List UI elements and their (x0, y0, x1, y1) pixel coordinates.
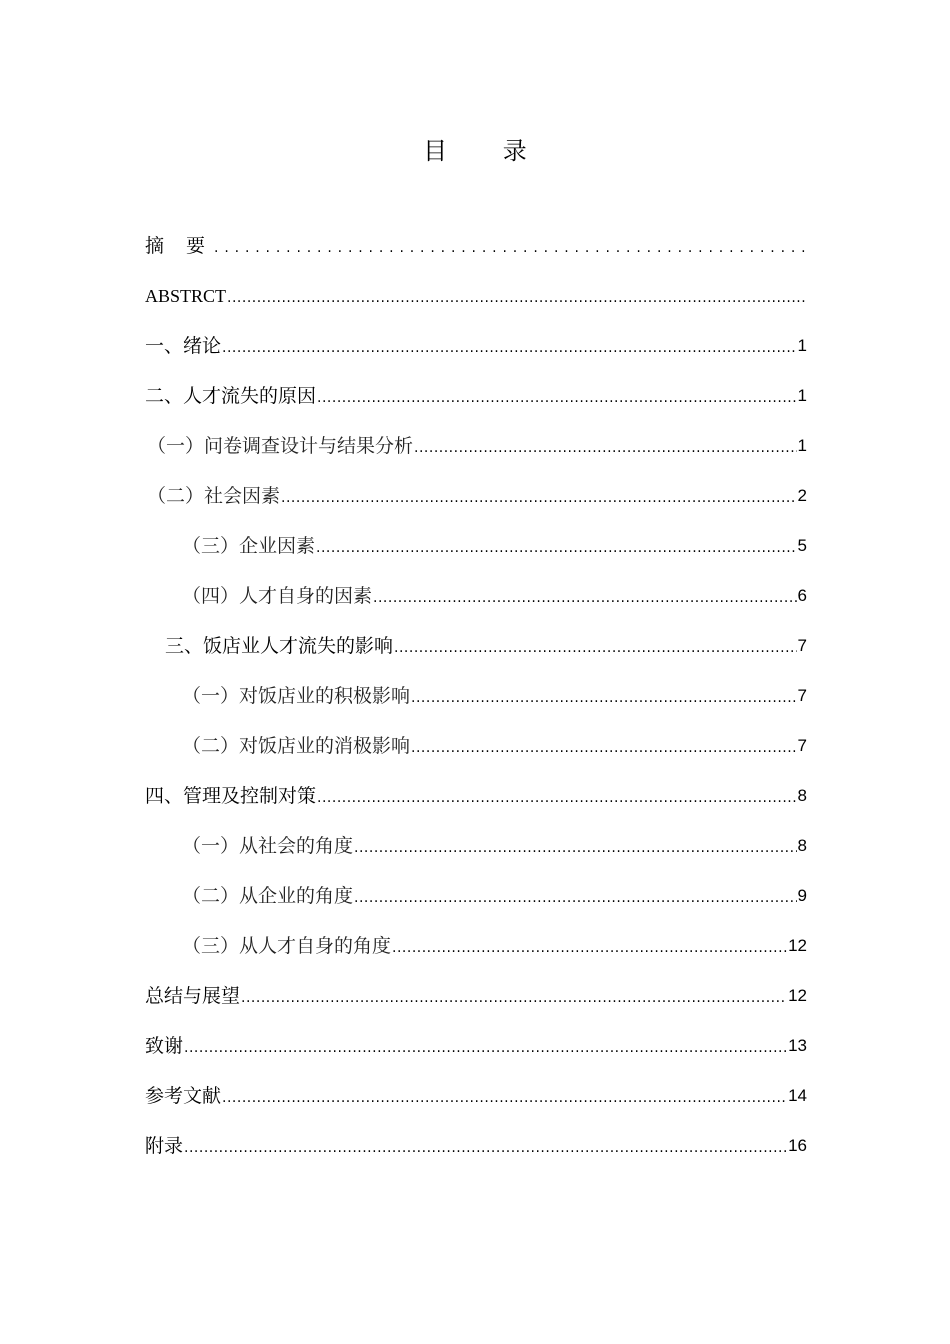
toc-leader-dots (414, 431, 797, 461)
toc-entry-page: 6 (797, 586, 807, 605)
toc-entry-label: 二、人才流失的原因 (145, 385, 317, 407)
toc-entry-label: 三、饭店业人才流失的影响 (165, 635, 394, 657)
toc-entry-label: （二）对饭店业的消极影响 (182, 735, 411, 757)
toc-leader-dots (317, 781, 797, 811)
toc-entry-4-2[interactable] (182, 881, 807, 911)
toc-leader-dots (184, 1031, 787, 1061)
toc-entry-2-4[interactable] (182, 581, 807, 611)
toc-leader-dots (411, 681, 797, 711)
toc-entry-2-3[interactable] (182, 531, 807, 561)
toc-entry-label: （四）人才自身的因素 (182, 585, 373, 607)
toc-leader-dots (316, 531, 797, 561)
toc-entry-page: 7 (797, 636, 807, 655)
toc-entry-label: ABSTRCT (145, 286, 227, 306)
toc-entry-label: 附录 (145, 1135, 184, 1157)
toc-leader-dots (227, 281, 806, 311)
toc-leader-dots (392, 931, 787, 961)
toc-entry-page: 13 (788, 1036, 807, 1055)
toc-entry-page: 8 (797, 786, 807, 805)
toc-entry-acknowledgements[interactable] (145, 1031, 807, 1061)
toc-leader-dots (222, 1081, 787, 1111)
toc-entry-chapter-2[interactable] (145, 381, 807, 411)
toc-entry-page: 12 (788, 986, 807, 1005)
toc-entry-label: （二）从企业的角度 (182, 885, 354, 907)
toc-leader-dots (214, 231, 806, 261)
toc-entry-label: （三）从人才自身的角度 (182, 935, 392, 957)
toc-entry-label: （二）社会因素 (147, 485, 281, 507)
toc-entry-page: 12 (788, 936, 807, 955)
toc-entry-page: 7 (797, 686, 807, 705)
toc-entry-references[interactable] (145, 1081, 807, 1111)
toc-entry-label: （一）对饭店业的积极影响 (182, 685, 411, 707)
toc-entry-appendix[interactable] (145, 1131, 807, 1161)
toc-entry-label: 致谢 (145, 1035, 184, 1057)
toc-entry-label: 四、管理及控制对策 (145, 785, 317, 807)
toc-entry-3-1[interactable] (182, 681, 807, 711)
toc-entry-abstract-en[interactable] (145, 281, 807, 311)
toc-entry-chapter-3[interactable] (165, 631, 807, 661)
toc-leader-dots (354, 881, 797, 911)
toc-entry-page: 9 (797, 886, 807, 905)
toc-leader-dots (281, 481, 797, 511)
toc-entry-label: 总结与展望 (145, 985, 241, 1007)
toc-entry-page: 16 (788, 1136, 807, 1155)
toc-entry-introduction[interactable] (145, 331, 807, 361)
toc-title: 目 录 (423, 137, 551, 165)
toc-leader-dots (317, 381, 797, 411)
toc-entry-page: 8 (797, 836, 807, 855)
toc-entry-label: 摘 要 (145, 235, 214, 257)
toc-entry-2-1[interactable] (147, 431, 807, 461)
toc-entry-chapter-4[interactable] (145, 781, 807, 811)
toc-entry-label: 一、绪论 (145, 335, 222, 357)
toc-entry-4-1[interactable] (182, 831, 807, 861)
toc-leader-dots (394, 631, 797, 661)
toc-entry-page: 1 (797, 336, 807, 355)
toc-entry-label: （三）企业因素 (182, 535, 316, 557)
toc-entry-page: 5 (797, 536, 807, 555)
toc-entry-label: （一）从社会的角度 (182, 835, 354, 857)
toc-leader-dots (184, 1131, 787, 1161)
toc-leader-dots (222, 331, 797, 361)
toc-leader-dots (354, 831, 797, 861)
toc-entry-page: 1 (797, 436, 807, 455)
toc-leader-dots (411, 731, 797, 761)
toc-entry-page: 2 (797, 486, 807, 505)
toc-entry-page: 14 (788, 1086, 807, 1105)
toc-entry-label: 参考文献 (145, 1085, 222, 1107)
toc-entry-page: 1 (797, 386, 807, 405)
toc-entry-abstract-cn[interactable] (145, 231, 807, 261)
toc-entry-label: （一）问卷调查设计与结果分析 (147, 435, 414, 457)
toc-entry-2-2[interactable] (147, 481, 807, 511)
toc-leader-dots (241, 981, 787, 1011)
toc-leader-dots (373, 581, 797, 611)
toc-entry-3-2[interactable] (182, 731, 807, 761)
toc-entry-page: 7 (797, 736, 807, 755)
toc-entry-conclusion[interactable] (145, 981, 807, 1011)
toc-entry-4-3[interactable] (182, 931, 807, 961)
